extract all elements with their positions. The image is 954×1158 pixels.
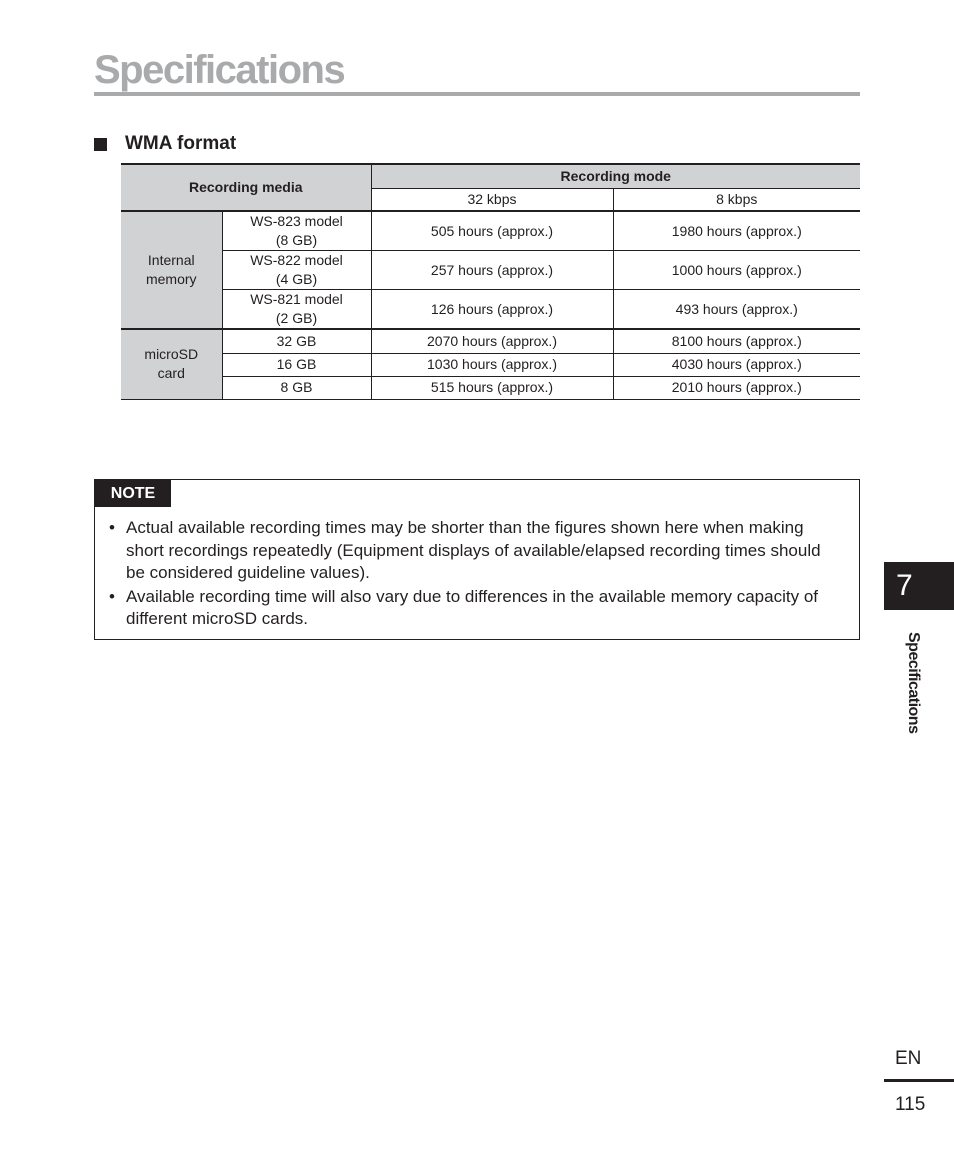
note-label: NOTE (95, 480, 171, 507)
value-cell: 257 hours (approx.) (371, 251, 613, 290)
section-heading (94, 132, 236, 156)
title-rule (94, 92, 860, 96)
value-cell: 2010 hours (approx.) (613, 376, 860, 399)
section-heading-text: WMA format (125, 133, 237, 154)
value-cell: 1980 hours (approx.) (613, 211, 860, 251)
value-cell: 1030 hours (approx.) (371, 353, 613, 376)
header-recording-media: Recording media (121, 164, 371, 211)
value-cell: 4030 hours (approx.) (613, 353, 860, 376)
value-cell: 126 hours (approx.) (371, 290, 613, 330)
note-list (109, 517, 839, 632)
section-square-icon (94, 138, 107, 151)
header-recording-mode: Recording mode (371, 164, 860, 188)
chapter-tab[interactable] (884, 562, 954, 610)
chapter-number: 7 (896, 569, 913, 602)
header-mode-8kbps: 8 kbps (613, 188, 860, 211)
value-cell: 2070 hours (approx.) (371, 329, 613, 353)
note-box (94, 479, 860, 640)
note-item-text: Available recording time will also vary due to differences in the available memory capacity of different microSD cards. (126, 586, 818, 628)
media-cell: WS-823 model (8 GB) (222, 211, 371, 251)
note-item (109, 517, 839, 585)
group-label-internal-memory: Internal memory (121, 211, 222, 329)
value-cell: 8100 hours (approx.) (613, 329, 860, 353)
value-cell: 505 hours (approx.) (371, 211, 613, 251)
footer-rule (884, 1079, 954, 1082)
value-cell: 493 hours (approx.) (613, 290, 860, 330)
side-chapter-label: Specifications (905, 632, 922, 734)
bullet-icon: • (109, 586, 115, 606)
bullet-icon: • (109, 518, 115, 537)
page-number: 115 (895, 1094, 926, 1115)
wma-format-table (121, 163, 860, 400)
value-cell: 1000 hours (approx.) (613, 251, 860, 290)
media-cell: 16 GB (222, 353, 371, 376)
header-mode-32kbps: 32 kbps (371, 188, 613, 211)
language-label: EN (895, 1048, 922, 1069)
group-label-microsd-card: microSD card (121, 329, 222, 399)
value-cell: 515 hours (approx.) (371, 376, 613, 399)
media-cell: 32 GB (222, 329, 371, 353)
page-title: Specifications (94, 48, 345, 92)
note-item-text: Actual available recording times may be shorter than the figures shown here when making short recordings repeatedly (Equipment displays of available/elapsed recording times should be considered guideline values). (126, 518, 821, 582)
media-cell: WS-821 model (2 GB) (222, 290, 371, 330)
note-item (109, 586, 839, 631)
media-cell: WS-822 model (4 GB) (222, 251, 371, 290)
media-cell: 8 GB (222, 376, 371, 399)
